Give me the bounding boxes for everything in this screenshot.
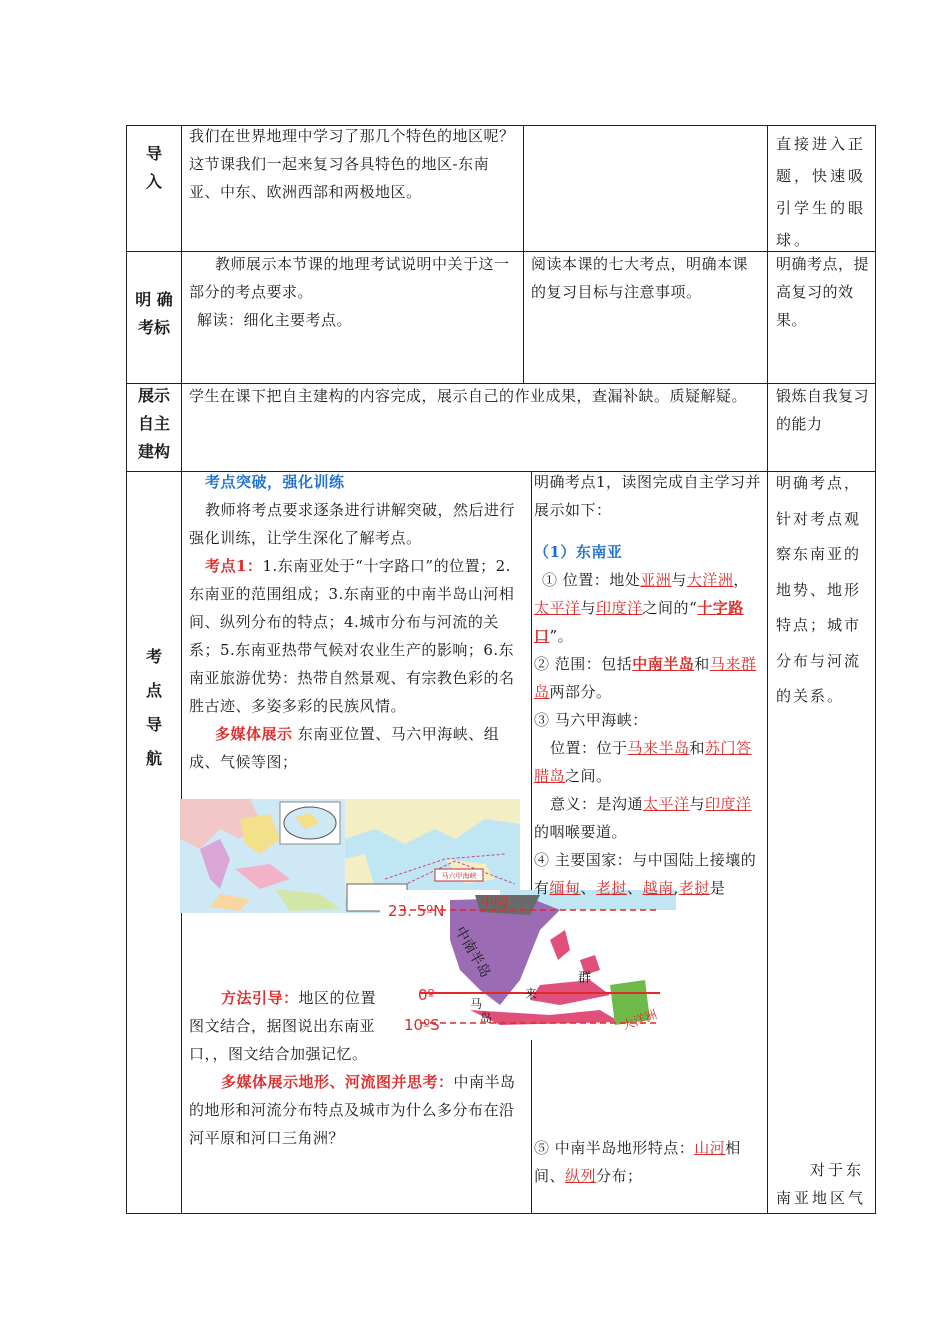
label-char: 点 xyxy=(145,681,162,700)
answer: 太平洋 xyxy=(643,795,690,813)
daohang-media2-text xyxy=(189,1068,519,1152)
kaobiao-student-text xyxy=(531,250,761,306)
map-graphic xyxy=(380,890,676,1040)
paragraph: 我们在世界地理中学习了那几个特色的地区呢？这节课我们一起来复习各具特色的地区-东南亚、中东、欧洲西部和两极地区。 xyxy=(189,127,515,201)
daohang-purpose-tail xyxy=(776,1156,870,1212)
text: ② 范围：包括 xyxy=(534,655,633,673)
paragraph: 教师展示本节课的地理考试说明中关于这一部分的考点要求。 xyxy=(189,255,510,301)
answer: 老挝 xyxy=(596,879,628,897)
col-divider xyxy=(767,126,768,1213)
text: 之间。 xyxy=(565,767,612,785)
text: 位置：位于 xyxy=(550,739,628,757)
lat-0-label: 0º xyxy=(418,986,435,1004)
method-text: 地区的位置 xyxy=(298,989,377,1007)
text: ① 位置：地处 xyxy=(542,571,641,589)
media2-label: 多媒体展示地形、河流图并思考： xyxy=(221,1073,454,1091)
daoru-teacher-text xyxy=(189,122,517,206)
label-char: 导 xyxy=(145,715,162,734)
map-graphic xyxy=(180,799,345,913)
text: 意义：是沟通 xyxy=(550,795,644,813)
paragraph xyxy=(189,720,519,776)
paragraph: 锻炼自我复习的能力 xyxy=(776,387,870,433)
label-char: 航 xyxy=(145,749,162,768)
zhongnan-label: 中南半岛 xyxy=(451,924,494,981)
answer: 山河 xyxy=(694,1139,726,1157)
strait-mean-line xyxy=(534,790,764,846)
label-char: 建构 xyxy=(137,442,170,461)
dao-label: 岛 xyxy=(480,1011,493,1025)
row-label-daohang xyxy=(127,640,181,776)
malai-label-2: 马 xyxy=(470,997,483,1011)
daohang-student-text xyxy=(534,468,764,902)
se-asia-outline-map xyxy=(380,890,676,1040)
zizhu-teacher-text xyxy=(189,382,761,410)
text: 与 xyxy=(671,571,687,589)
dayangzhou-label: 大洋洲 xyxy=(620,1007,659,1033)
kaodian-text: 1.东南亚处于“十字路口”的位置；2.东南亚的范围组成；3.东南亚的中南半岛山河相间、纵列分布的特点；4.城市分布与河流的关系；5.东南亚热带气候对农业生产的影响；6.东南亚旅游优势：热带自然景观、有宗教色彩的名胜古迹、多姿多彩的民族风情。 xyxy=(189,557,515,715)
answer: 苏门答腊岛 xyxy=(534,739,752,785)
paragraph: 解读：细化主要考点。 xyxy=(197,311,353,329)
china-label: 中国 xyxy=(480,896,508,912)
text: “ xyxy=(689,599,698,617)
label-char: 导 xyxy=(145,144,162,163)
paragraph: 明确考点1，读图完成自主学习并展示如下： xyxy=(534,473,762,519)
malai-label: 来 xyxy=(525,987,538,1001)
section-heading: 考点突破，强化训练 xyxy=(205,473,345,491)
answer: 印度洋 xyxy=(596,599,643,617)
answer: 马来群岛 xyxy=(534,655,757,701)
answer: 缅甸 xyxy=(549,879,581,897)
text: ”。 xyxy=(549,627,574,645)
label-char: 入 xyxy=(145,172,162,191)
daohang-landform-text xyxy=(534,1134,764,1190)
daoru-purpose-text xyxy=(776,128,870,256)
southeast-asia-map xyxy=(180,799,345,913)
daohang-teacher-text xyxy=(189,468,519,776)
col-divider xyxy=(523,126,524,383)
label-char: 考 xyxy=(145,647,162,666)
text: 与 xyxy=(580,599,597,617)
kaobiao-purpose-text xyxy=(776,250,870,334)
label-char: 明 确 xyxy=(135,290,173,309)
answer: 纵列 xyxy=(565,1167,597,1185)
qun-label: 群 xyxy=(578,971,592,986)
position-line xyxy=(534,566,764,650)
row-label-daoru xyxy=(127,140,181,196)
paragraph: 口，，图文结合加强记忆。 xyxy=(189,1045,368,1063)
answer: 太平洋 xyxy=(534,599,581,617)
col-divider xyxy=(531,471,532,1213)
text: ， xyxy=(733,571,749,589)
paragraph xyxy=(189,1068,519,1152)
paragraph: 图文结合，据图说出东南亚 xyxy=(189,1017,376,1035)
col-divider xyxy=(181,126,182,1213)
answer: 十字路口 xyxy=(534,599,744,645)
text: 的咽喉要道。 xyxy=(534,823,628,841)
answer: 马来半岛 xyxy=(627,739,690,757)
paragraph: 直接进入正题，快速吸引学生的眼球。 xyxy=(776,135,867,249)
text: ④ 主要国家：与中国陆上接壤的有 xyxy=(534,851,757,897)
text: 两部分。 xyxy=(549,683,612,701)
text: 分布； xyxy=(596,1167,643,1185)
answer: 大洋洲 xyxy=(686,571,734,589)
strait-pos-line xyxy=(534,734,764,790)
text: 之间的 xyxy=(642,599,690,617)
text: ⑤ 中南半岛地形特点： xyxy=(534,1139,695,1157)
text: 和 xyxy=(689,739,706,757)
answer: 印度洋 xyxy=(705,795,752,813)
daohang-purpose-text xyxy=(776,466,870,715)
label-char: 自主 xyxy=(137,414,170,433)
paragraph: 明确考点，提高复习的效果。 xyxy=(776,255,870,329)
answer: 老挝 xyxy=(678,879,710,897)
lat-10s-label: 10ºS xyxy=(404,1016,440,1034)
range-line xyxy=(534,650,764,706)
landform-line xyxy=(534,1134,764,1190)
malacca-label: 马六甲海峡 xyxy=(441,872,477,880)
strait-title: ③ 马六甲海峡： xyxy=(534,711,648,729)
label-char: 考标 xyxy=(137,318,170,337)
text: 相间、 xyxy=(534,1139,741,1185)
paragraph: 明确考点，针对考点观察东南亚的地势、地形特点；城市分布与河流的关系。 xyxy=(776,474,862,705)
text: 和 xyxy=(694,655,710,673)
paragraph xyxy=(189,552,519,720)
paragraph: 学生在课下把自主建构的内容完成，展示自己的作业成果，查漏补缺。质疑解疑。 xyxy=(189,387,748,405)
paragraph xyxy=(189,984,389,1012)
paragraph: 教师将考点要求逐条进行讲解突破，然后进行强化训练，让学生深化了解考点。 xyxy=(189,501,516,547)
answer: 亚洲 xyxy=(640,571,672,589)
answer: 越南 xyxy=(642,879,674,897)
kaodian-label: 考点1： xyxy=(205,557,263,575)
spacer xyxy=(534,524,764,538)
country-line: ④ 主要国家：与中国陆上接壤的有缅甸、老挝、越南,老挝是 xyxy=(534,851,757,897)
answer: 中南半岛 xyxy=(632,655,695,673)
label-char: 展示 xyxy=(137,386,170,405)
media-text: 东南亚位置、马六甲海峡、组成、气候等图； xyxy=(189,725,500,771)
zizhu-purpose-text xyxy=(776,382,872,438)
method-label: 方法引导： xyxy=(221,989,299,1007)
daohang-method-text xyxy=(189,984,389,1068)
media2-text: 中南半岛的地形和河流分布特点及城市为什么多分布在沿河平原和河口三角洲？ xyxy=(189,1073,516,1147)
lat-23-label: 23. 5ºN xyxy=(388,902,445,920)
text: 是 xyxy=(709,879,726,897)
row-label-kaobiao xyxy=(127,286,181,342)
sub-heading: （1）东南亚 xyxy=(534,543,623,561)
text: 与 xyxy=(689,795,706,813)
kaobiao-teacher-text xyxy=(189,250,519,334)
paragraph: 阅读本课的七大考点，明确本课的复习目标与注意事项。 xyxy=(531,255,749,301)
media-label: 多媒体展示 xyxy=(215,725,293,743)
paragraph: 对于东南亚地区气 xyxy=(776,1161,867,1207)
row-label-zizhu xyxy=(127,382,181,466)
